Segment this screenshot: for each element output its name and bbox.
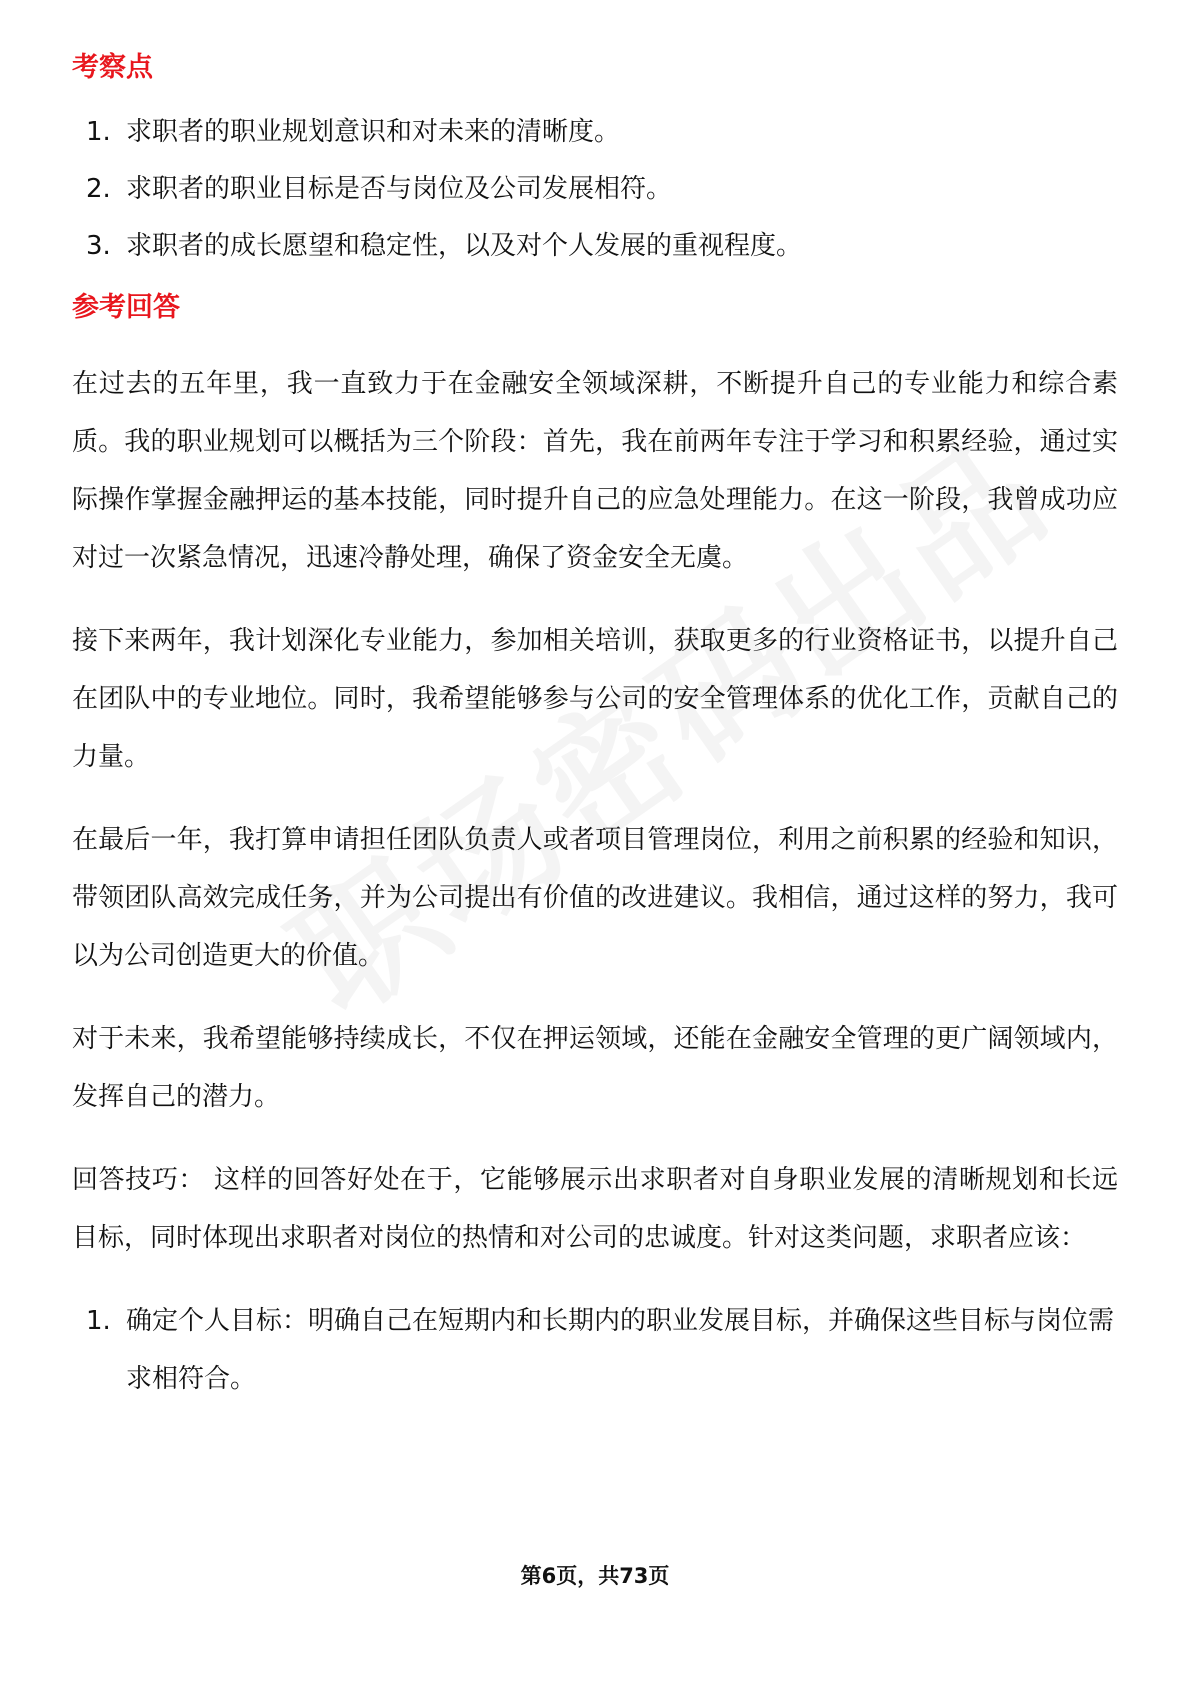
list-item xyxy=(72,112,1118,152)
page-content xyxy=(72,48,1118,1408)
list-item-number: 3. xyxy=(86,231,111,261)
list-item-number: 2. xyxy=(86,174,111,204)
section-title-examination-points: 考察点 xyxy=(72,52,153,83)
answer-paragraph-4: 对于未来，我希望能够持续成长，不仅在押运领域，还能在金融安全管理的更广阔领域内，发挥自己的潜力。 xyxy=(72,1024,1118,1112)
answer-tips-list xyxy=(72,1292,1118,1408)
list-item-text: 求职者的职业规划意识和对未来的清晰度。 xyxy=(126,117,621,147)
list-item xyxy=(72,226,1118,266)
list-item xyxy=(72,1292,1118,1408)
section-title-reference-answer: 参考回答 xyxy=(72,292,180,323)
examination-points-list xyxy=(72,112,1118,266)
list-item-text: 确定个人目标：明确自己在短期内和长期内的职业发展目标，并确保这些目标与岗位需求相符合。 xyxy=(126,1306,1115,1394)
answer-tips-paragraph: 回答技巧： 这样的回答好处在于，它能够展示出求职者对自身职业发展的清晰规划和长远目标，同时体现出求职者对岗位的热情和对公司的忠诚度。针对这类问题，求职者应该： xyxy=(72,1165,1118,1253)
list-item-text: 求职者的职业目标是否与岗位及公司发展相符。 xyxy=(126,174,673,204)
answer-paragraph-1: 在过去的五年里，我一直致力于在金融安全领域深耕，不断提升自己的专业能力和综合素质。我的职业规划可以概括为三个阶段：首先，我在前两年专注于学习和积累经验，通过实际操作掌握金融押运的基本技能，同时提升自己的应急处理能力。在这一阶段，我曾成功应对过一次紧急情况，迅速冷静处理，确保了资金安全无虞。 xyxy=(72,369,1118,573)
list-item-number: 1. xyxy=(86,1306,111,1336)
answer-paragraph-3: 在最后一年，我打算申请担任团队负责人或者项目管理岗位，利用之前积累的经验和知识，带领团队高效完成任务，并为公司提出有价值的改进建议。我相信，通过这样的努力，我可以为公司创造更大的价值。 xyxy=(72,825,1118,971)
list-item-number: 1. xyxy=(86,117,111,147)
answer-paragraph-2: 接下来两年，我计划深化专业能力，参加相关培训，获取更多的行业资格证书，以提升自己在团队中的专业地位。同时，我希望能够参与公司的安全管理体系的优化工作，贡献自己的力量。 xyxy=(72,626,1118,772)
page-number-footer: 第6页，共73页 xyxy=(520,1564,670,1588)
list-item xyxy=(72,169,1118,209)
list-item-text: 求职者的成长愿望和稳定性，以及对个人发展的重视程度。 xyxy=(126,231,803,261)
